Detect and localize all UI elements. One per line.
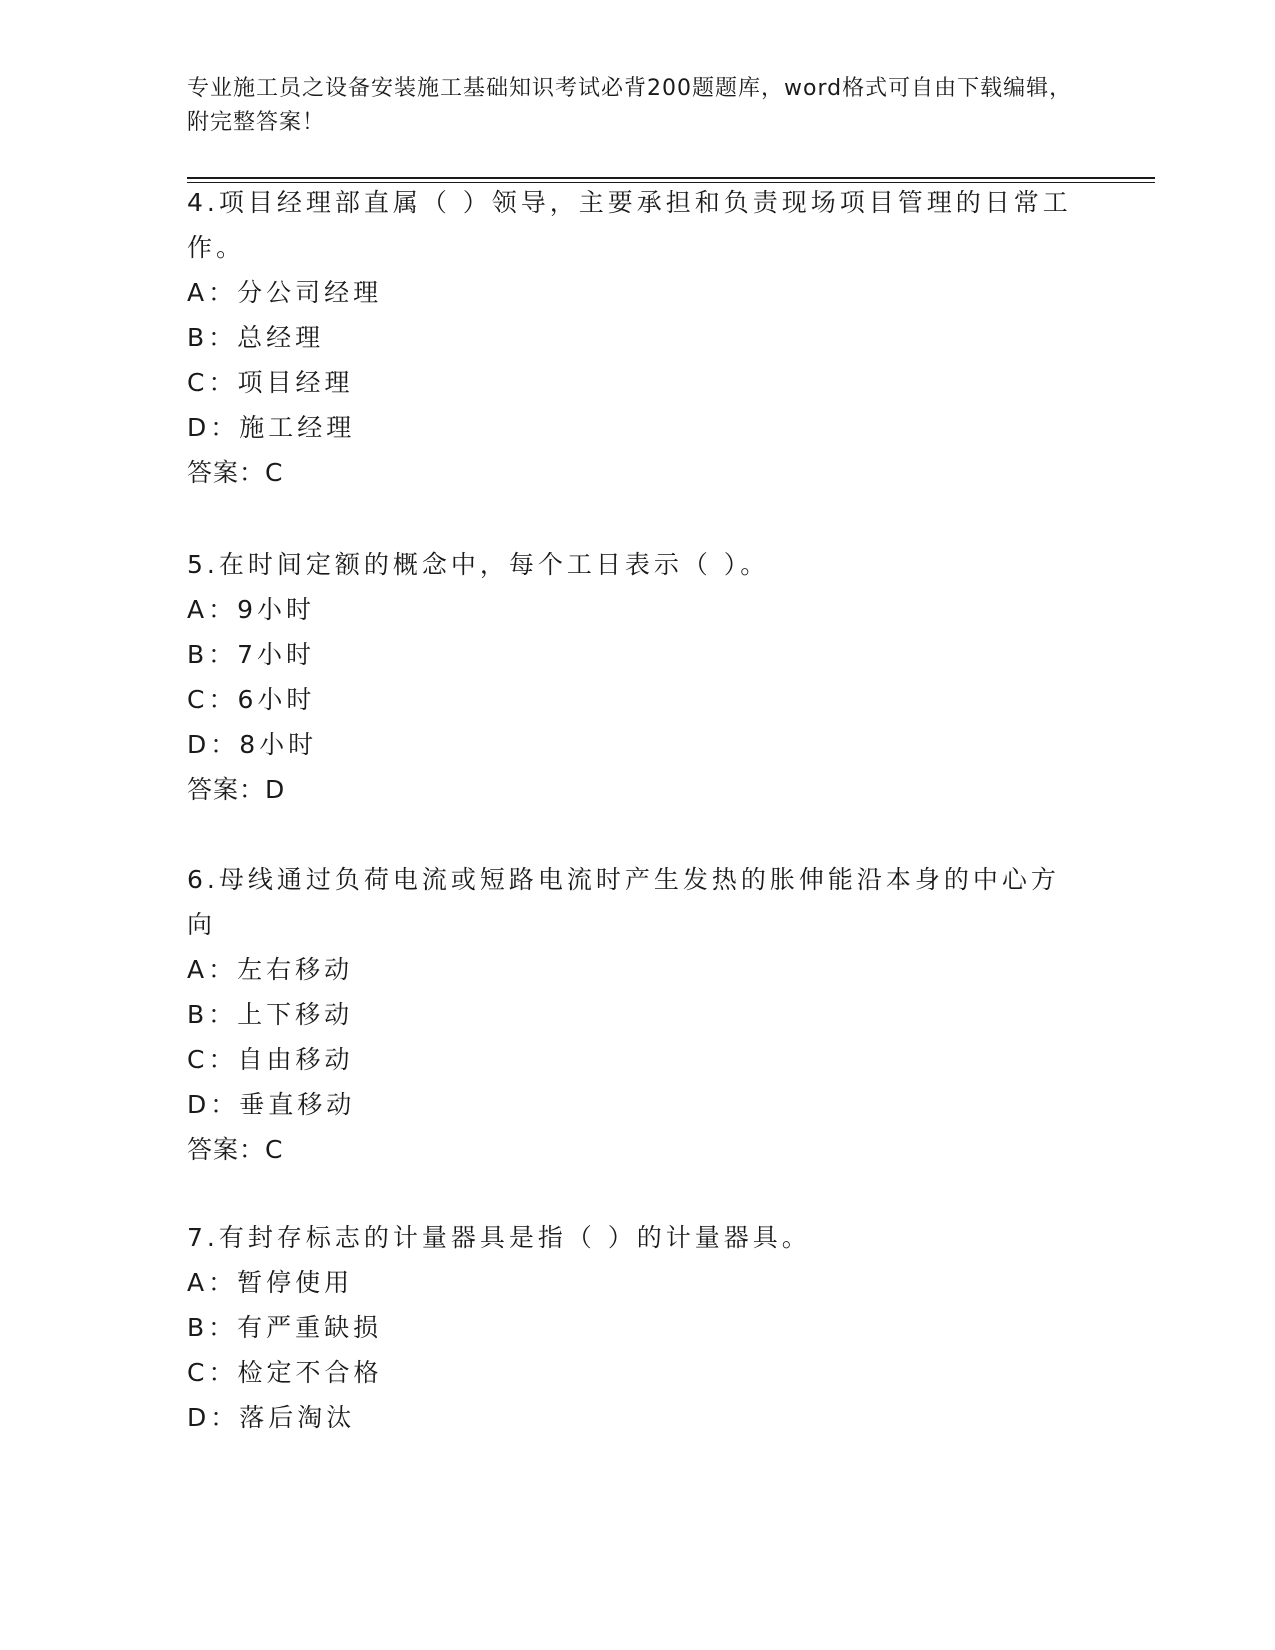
option-a: A：9小时 [187, 595, 316, 624]
document-header [187, 72, 1087, 140]
option-d: D：垂直移动 [187, 1090, 356, 1119]
option-b: B：7小时 [187, 640, 316, 669]
option-d: D：施工经理 [187, 413, 356, 442]
option-a: A：暂停使用 [187, 1268, 354, 1297]
question-stem: 4.项目经理部直属（ ）领导，主要承担和负责现场项目管理的日常工作。 [187, 188, 1072, 262]
question-5 [187, 542, 1087, 812]
header-divider-thick [187, 177, 1155, 179]
answer-line: 答案：C [187, 1135, 284, 1164]
option-b: B：有严重缺损 [187, 1313, 383, 1342]
option-d: D：落后淘汰 [187, 1403, 356, 1432]
question-4 [187, 180, 1087, 495]
question-stem: 6.母线通过负荷电流或短路电流时产生发热的胀伸能沿本身的中心方向 [187, 865, 1060, 939]
question-stem: 5.在时间定额的概念中，每个工日表示（ ）。 [187, 550, 770, 579]
option-c: C：项目经理 [187, 368, 354, 397]
option-d: D：8小时 [187, 730, 318, 759]
option-c: C：自由移动 [187, 1045, 354, 1074]
answer-line: 答案：C [187, 458, 284, 487]
answer-line: 答案：D [187, 775, 286, 804]
option-c: C：检定不合格 [187, 1358, 383, 1387]
option-b: B：总经理 [187, 323, 325, 352]
option-c: C：6小时 [187, 685, 316, 714]
question-stem: 7.有封存标志的计量器具是指（ ）的计量器具。 [187, 1223, 811, 1252]
header-title: 专业施工员之设备安装施工基础知识考试必背200题题库，word格式可自由下载编辑，附完整答案！ [187, 76, 1073, 135]
option-b: B：上下移动 [187, 1000, 354, 1029]
question-6 [187, 857, 1087, 1172]
question-7 [187, 1215, 1087, 1440]
option-a: A：左右移动 [187, 955, 354, 984]
option-a: A：分公司经理 [187, 278, 383, 307]
